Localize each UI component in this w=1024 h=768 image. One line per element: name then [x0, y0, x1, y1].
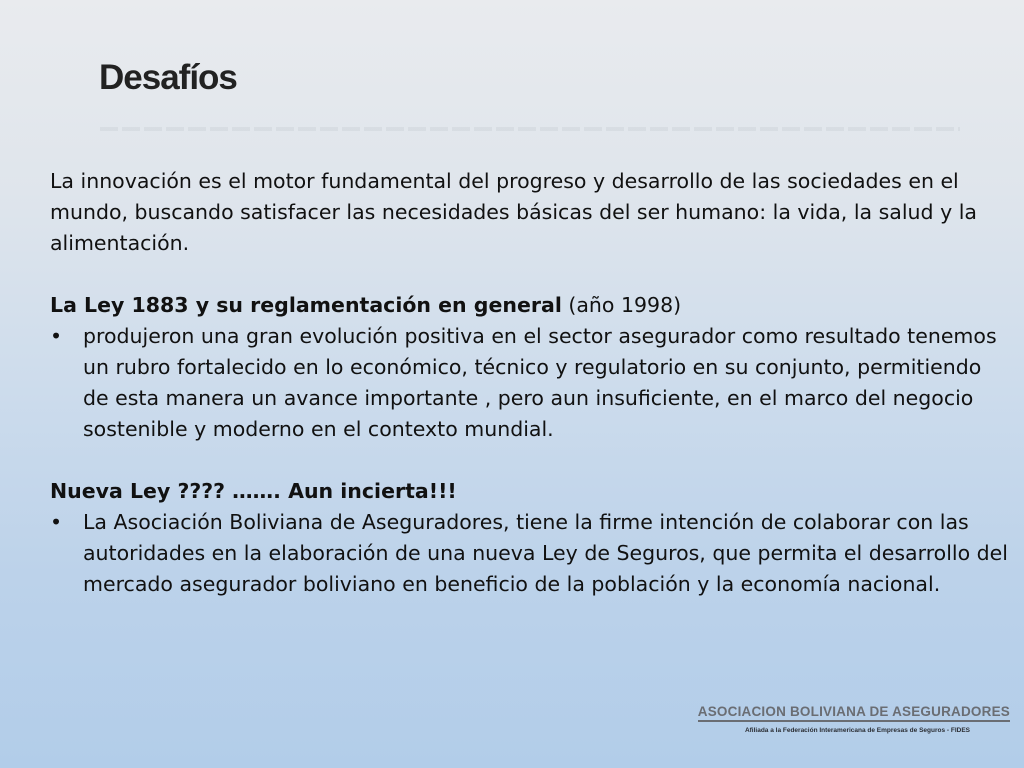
organization-affiliation: Afiliada a la Federación Interamericana de Empresas de Seguros - FIDES [744, 727, 970, 734]
section-law-1883-bullet-text: produjeron una gran evolución positiva en el sector asegurador como resultado tenemos un rubro fortalecido en lo económico, técnico y regulatorio en su conjunto, permitiendo de esta manera un avance importante , pero aun insuficiente, en el marco del negocio sostenible y moderno en el contexto mundial. [83, 324, 997, 441]
organization-name: ASOCIACION BOLIVIANA DE ASEGURADORES [698, 704, 1010, 722]
section-law-1883-heading-year: (año 1998) [561, 293, 682, 317]
bullet-icon: • [50, 324, 63, 348]
intro-paragraph: La innovación es el motor fundamental del progreso y desarrollo de las sociedades en el mundo, buscando satisfacer las necesidades básicas del ser humano: la vida, la salud y la alimentación. [50, 169, 977, 255]
section-new-law-heading [50, 476, 1012, 507]
footer-branding [698, 703, 1010, 734]
section-law-1883-bullet [50, 321, 1012, 445]
slide-title: Desafíos [99, 58, 237, 97]
section-law-1883-heading [50, 290, 1012, 321]
section-new-law-bullet [50, 507, 1012, 600]
spacer [50, 445, 1012, 476]
spacer [50, 259, 1012, 290]
title-divider [100, 127, 960, 131]
section-new-law-bullet-text: La Asociación Boliviana de Aseguradores, tiene la firme intención de colaborar con las autoridades en la elaboración de una nueva Ley de Seguros, que permita el desarrollo del mercado asegurador boliviano en beneficio de la población y la economía nacional. [83, 510, 1008, 596]
section-law-1883-heading-bold: La Ley 1883 y su reglamentación en general [50, 293, 562, 317]
section-new-law-heading-bold: Nueva Ley ???? ……. Aun incierta!!! [50, 479, 457, 503]
bullet-icon: • [50, 510, 63, 534]
slide-body [50, 166, 1012, 600]
